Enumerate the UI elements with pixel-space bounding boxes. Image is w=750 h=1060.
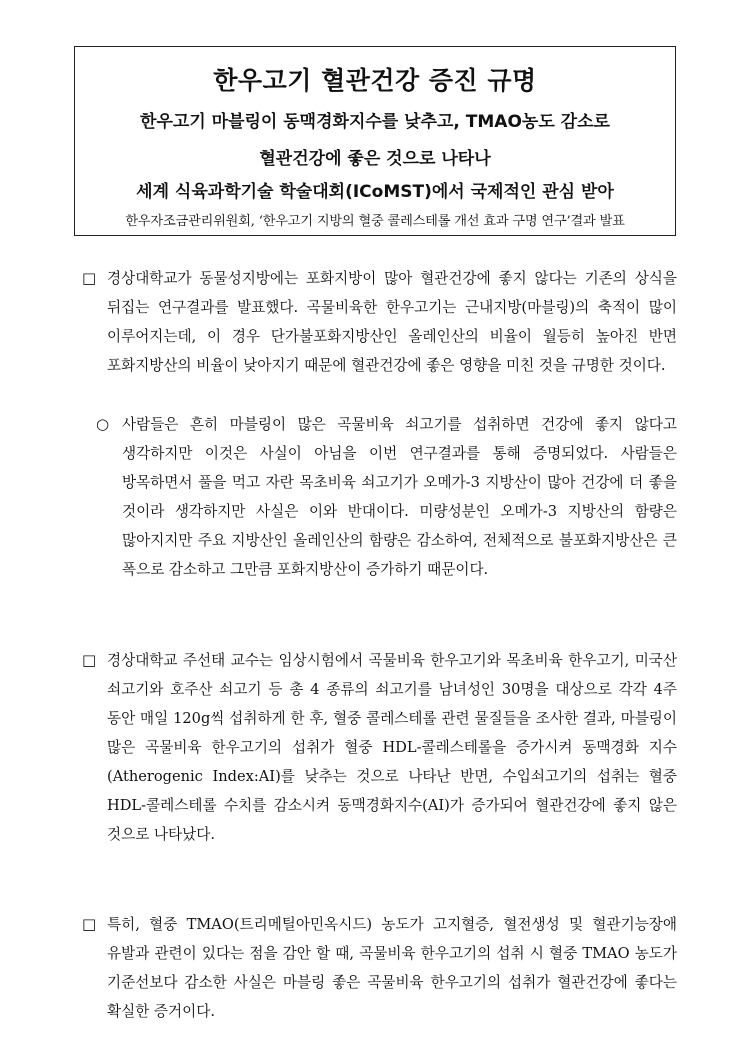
body-paragraph-1: 경상대학교가 동물성지방에는 포화지방이 많아 혈관건강에 좋지 않다는 기존의 상식을 뒤집는 연구결과를 발표했다. 곡물비육한 한우고기는 근내지방(마블링)의 축적이 많이 이루어지는데, 이 경우 단가불포화지방산인 올레인산의 비율이 월등히 높아진 반면 포화지방산의 비율이 낮아지기 때문에 혈관건강에 좋은 영향을 미친 것을 규명한 것이다.	[107, 270, 677, 374]
headline-note: 한우자조금관리위원회, ‘한우고기 지방의 혈중 콜레스테롤 개선 효과 구명 연구’결과 발표	[125, 214, 625, 229]
subtitle-line-2: 혈관건강에 좋은 것으로 나타나	[259, 149, 491, 169]
circle-bullet-icon: ○	[96, 415, 110, 433]
body-subparagraph-1: 사람들은 흔히 마블링이 많은 곡물비육 쇠고기를 섭취하면 건강에 좋지 않다고 생각하지만 이것은 사실이 아님을 이번 연구결과를 통해 증명되었다. 사람들은 방목하면서 풀을 먹고 자란 목초비육 쇠고기가 오메가-3 지방산이 많아 건강에 더 좋을 것이라 생각하지만 사실은 이와 반대이다. 미량성분인 오메가-3 지방산의 함량은 많아지지만 주요 지방산인 올레인산의 함량은 감소하여, 전체적으로 불포화지방산은 큰 폭으로 감소하고 그만큼 포화지방산이 증가하기 때문이다.	[122, 416, 677, 578]
square-bullet-icon: □	[82, 915, 97, 933]
square-bullet-icon: □	[82, 651, 97, 669]
body-paragraph-3: 특히, 혈중 TMAO(트리메틸아민옥시드) 농도가 고지혈증, 혈전생성 및 혈관기능장애 유발과 관련이 있다는 점을 감안 할 때, 곡물비육 한우고기의 섭취 시 혈중 TMAO 농도가 기준선보다 감소한 사실은 마블링 좋은 곡물비육 한우고기의 섭취가 혈관건강에 좋다는 확실한 증거이다.	[107, 916, 677, 1020]
subtitle-line-3: 세계 식육과학기술 학술대회(ICoMST)에서 국제적인 관심 받아	[136, 182, 614, 202]
headline-box	[74, 46, 676, 236]
subtitle-line-1: 한우고기 마블링이 동맥경화지수를 낮추고, TMAO농도 감소로	[140, 112, 610, 132]
page-title: 한우고기 혈관건강 증진 규명	[213, 66, 537, 95]
square-bullet-icon: □	[82, 269, 97, 287]
body-paragraph-2: 경상대학교 주선태 교수는 임상시험에서 곡물비육 한우고기와 목초비육 한우고기, 미국산 쇠고기와 호주산 쇠고기 등 총 4 종류의 쇠고기를 남녀성인 30명을 대상으로 각각 4주 동안 매일 120g씩 섭취하게 한 후, 혈중 콜레스테롤 관련 물질들을 조사한 결과, 마블링이 많은 곡물비육 한우고기의 섭취가 혈중 HDL-콜레스테롤을 증가시켜 동맥경화 지수(Atherogenic Index:AI)를 낮추는 것으로 나타난 반면, 수입쇠고기의 섭취는 혈중 HDL-콜레스테롤 수치를 감소시켜 동맥경화지수(AI)가 증가되어 혈관건강에 좋지 않은 것으로 나타났다.	[107, 652, 677, 843]
